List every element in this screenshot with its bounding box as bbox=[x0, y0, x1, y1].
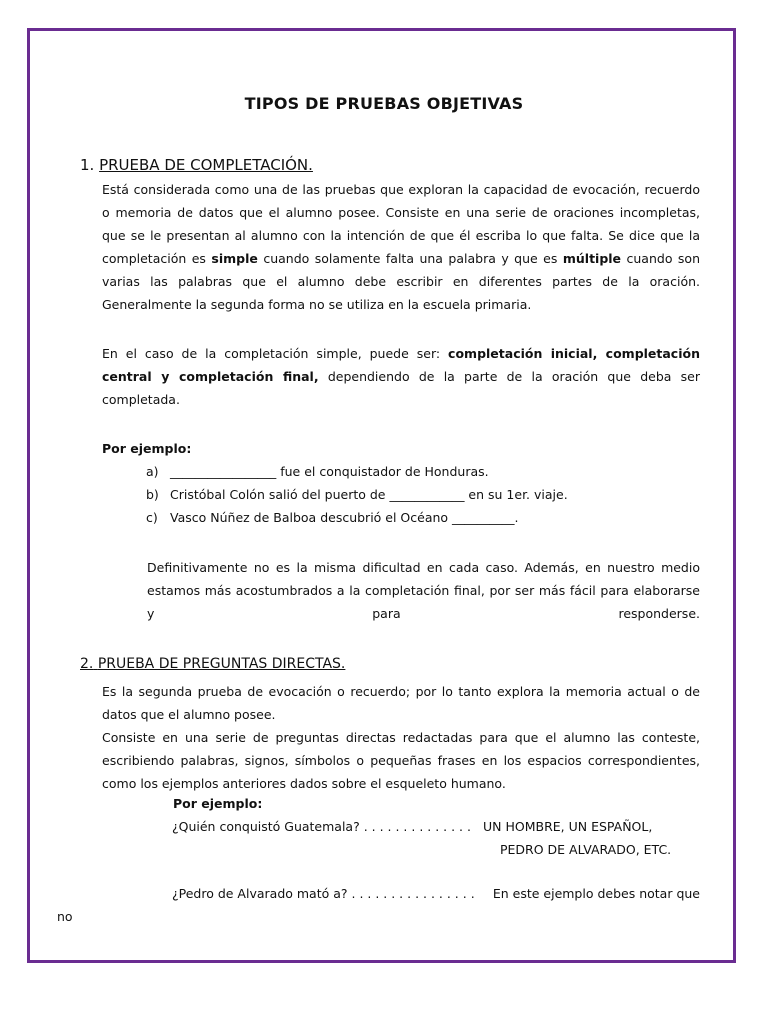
section-2-title: PRUEBA DE PREGUNTAS DIRECTAS. bbox=[97, 656, 346, 672]
trailing-word: no bbox=[57, 909, 73, 924]
section-1-title: PRUEBA DE COMPLETACIÓN. bbox=[99, 156, 313, 174]
text-line: Definitivamente no es la misma dificultad en cada caso. Además, en nuestro medio bbox=[147, 560, 700, 575]
answer-2: En este ejemplo debes notar que bbox=[492, 886, 700, 901]
section-2-heading bbox=[80, 656, 345, 672]
page-title: TIPOS DE PRUEBAS OBJETIVAS bbox=[244, 94, 524, 113]
section-1-paragraph-3 bbox=[147, 556, 700, 625]
text-line: central y completación final, dependiendo de la parte de la oración que deba ser bbox=[102, 369, 700, 384]
section-1-number: 1. bbox=[80, 156, 95, 174]
example-list bbox=[146, 460, 706, 529]
text-line: Es la segunda prueba de evocación o recuerdo; por lo tanto explora la memoria actual o de bbox=[102, 684, 700, 699]
text-line: varias las palabras que el alumno debe escribir en diferentes partes de la oración. bbox=[102, 274, 700, 289]
text-line: que se le presentan al alumno con la intención de que él escriba lo que falta. Se dice que la bbox=[102, 228, 700, 243]
list-item: b) Cristóbal Colón salió del puerto de ____________ en su 1er. viaje. bbox=[146, 487, 568, 502]
text-line: Generalmente la segunda forma no se utiliza en la escuela primaria. bbox=[102, 297, 532, 312]
answer-1: UN HOMBRE, UN ESPAÑOL, bbox=[483, 819, 653, 834]
text-line: o memoria de datos que el alumno posee. Consiste en una serie de oraciones incompletas, bbox=[102, 205, 700, 220]
text-line: En el caso de la completación simple, puede ser: completación inicial, completación bbox=[102, 346, 700, 361]
section-2-number: 2. bbox=[80, 656, 94, 672]
question-1: ¿Quién conquistó Guatemala? . . . . . . . . . . . . . . bbox=[172, 819, 471, 834]
example-label: Por ejemplo: bbox=[102, 441, 192, 456]
text-line: Consiste en una serie de preguntas directas redactadas para que el alumno las conteste, bbox=[102, 730, 700, 745]
section-1-paragraph-2 bbox=[102, 342, 700, 411]
text-line: completada. bbox=[102, 392, 180, 407]
section-2-paragraph-1 bbox=[102, 680, 700, 795]
text-line: escribiendo palabras, signos, símbolos o pequeñas frases en los espacios correspondientes, bbox=[102, 753, 700, 768]
list-item: a) _________________ fue el conquistador de Honduras. bbox=[146, 464, 489, 479]
question-2: ¿Pedro de Alvarado mató a? . . . . . . . . . . . . . . . . bbox=[172, 886, 475, 901]
answer-1-continued: PEDRO DE ALVARADO, ETC. bbox=[500, 842, 672, 857]
text-line: como los ejemplos anteriores dados sobre el esqueleto humano. bbox=[102, 776, 506, 791]
text-line: y para responderse. bbox=[147, 606, 700, 621]
text-line: completación es simple cuando solamente falta una palabra y que es múltiple cuando son bbox=[102, 251, 701, 266]
text-line: estamos más acostumbrados a la completación final, por ser más fácil para elaborarse bbox=[147, 583, 700, 598]
section-1-paragraph-1 bbox=[102, 178, 700, 316]
example-label-2: Por ejemplo: bbox=[173, 796, 263, 811]
section-1-heading bbox=[80, 156, 313, 174]
list-item: c) Vasco Núñez de Balboa descubrió el Océano __________. bbox=[146, 510, 519, 525]
text-line: datos que el alumno posee. bbox=[102, 707, 276, 722]
text-line: Está considerada como una de las pruebas que exploran la capacidad de evocación, recuerdo bbox=[102, 182, 700, 197]
